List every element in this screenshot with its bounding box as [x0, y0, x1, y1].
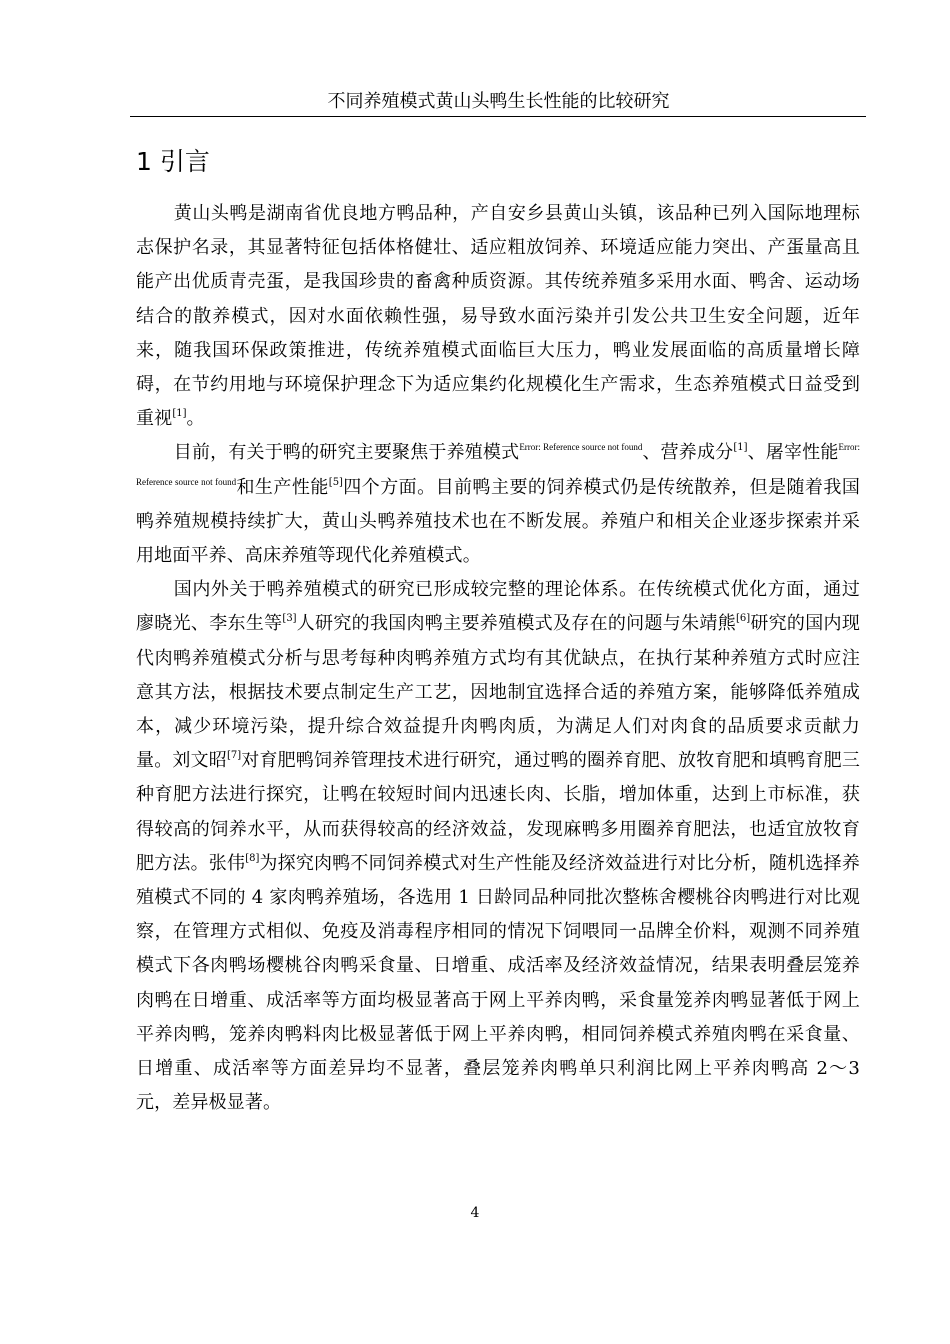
citation-superscript: [6] [736, 613, 751, 625]
paragraph [136, 197, 860, 436]
citation-superscript: [1] [733, 442, 748, 454]
page-number: 4 [470, 1205, 480, 1221]
citation-superscript: [3] [282, 613, 297, 625]
citation-superscript: [8] [245, 852, 260, 864]
text-run: 对育肥鸭饲养管理技术进行研究，通过鸭的圈养育肥、放牧育肥和填鸭育肥三种育肥方法进行探究，让鸭在较短时间内迅速长肉、长脂，增加体重，达到上市标准，获得较高的饲养水平，从而获得较高的经济效益，发现麻鸭多用圈养育肥法，也适宜放牧育肥方法。张伟 [136, 750, 860, 874]
text-run: 国内外关于鸭养殖模式的研究已形成较完整的理论体系。在传统模式优化方面，通过廖晓光、李东生等 [136, 579, 860, 635]
text-run: 、营养成分 [642, 442, 734, 464]
paragraph [136, 573, 860, 1120]
citation-superscript: [7] [227, 750, 242, 762]
citation-superscript: [5] [328, 476, 343, 488]
reference-error-note: Error: Reference source not found [519, 442, 643, 453]
text-run: 人研究的我国肉鸭主要养殖模式及存在的问题与朱靖熊 [296, 613, 736, 635]
header-rule [130, 116, 866, 117]
text-run: 黄山头鸭是湖南省优良地方鸭品种，产自安乡县黄山头镇，该品种已列入国际地理标志保护名录，其显著特征包括体格健壮、适应粗放饲养、环境适应能力突出、产蛋量高且能产出优质青壳蛋，是我国珍贵的畜禽种质资源。其传统养殖多采用水面、鸭舍、运动场结合的散养模式，因对水面依赖性强，易导致水面污染并引发公共卫生安全问题，近年来，随我国环保政策推进，传统养殖模式面临巨大压力，鸭业发展面临的高质量增长障碍，在节约用地与环境保护理念下为适应集约化规模化生产需求，生态养殖模式日益受到重视 [136, 203, 860, 430]
text-run: 为探究肉鸭不同饲养模式对生产性能及经济效益进行对比分析，随机选择养殖模式不同的 4 家肉鸭养殖场，各选用 1 日龄同品种同批次整栋舍樱桃谷肉鸭进行对比观察，在管理方式相似、免疫及消毒程序相同的情况下饲喂同一品牌全价料，观测不同养殖模式下各肉鸭场樱桃谷肉鸭采食量、日增重、成活率及经济效益情况，结果表明叠层笼养肉鸭在日增重、成活率等方面均极显著高于网上平养肉鸭，采食量笼养肉鸭显著低于网上平养肉鸭，笼养肉鸭料肉比极显著低于网上平养肉鸭，相同饲养模式养殖肉鸭在采食量、日增重、成活率等方面差异均不显著，叠层笼养肉鸭单只利润比网上平养肉鸭高 2～3 元，差异极显著。 [136, 852, 860, 1114]
body-text [136, 197, 860, 1120]
text-run: 。 [186, 408, 205, 430]
text-run: 、屠宰性能 [747, 442, 839, 464]
text-run: 研究的国内现代肉鸭养殖模式分析与思考每种肉鸭养殖方式均有其优缺点，在执行某种养殖方式时应注意其方法，根据技术要点制定生产工艺，因地制宜选择合适的养殖方案，能够降低养殖成本，减少环境污染，提升综合效益提升肉鸭肉质，为满足人们对肉食的品质要求贡献力量。刘文昭 [136, 613, 860, 772]
text-run: 四个方面。目前鸭主要的饲养模式仍是传统散养，但是随着我国鸭养殖规模持续扩大，黄山头鸭养殖技术也在不断发展。养殖户和相关企业逐步探索并采用地面平养、高床养殖等现代化养殖模式。 [136, 476, 860, 567]
text-run: 目前，有关于鸭的研究主要聚焦于养殖模式 [173, 442, 520, 464]
citation-superscript: [1] [172, 408, 187, 420]
running-header: 不同养殖模式黄山头鸭生长性能的比较研究 [327, 91, 670, 112]
section-heading: 1 引言 [136, 147, 210, 176]
paragraph [136, 436, 860, 573]
reference-error-note: Error: Reference source not found [136, 442, 861, 487]
text-run: 和生产性能 [236, 476, 329, 498]
